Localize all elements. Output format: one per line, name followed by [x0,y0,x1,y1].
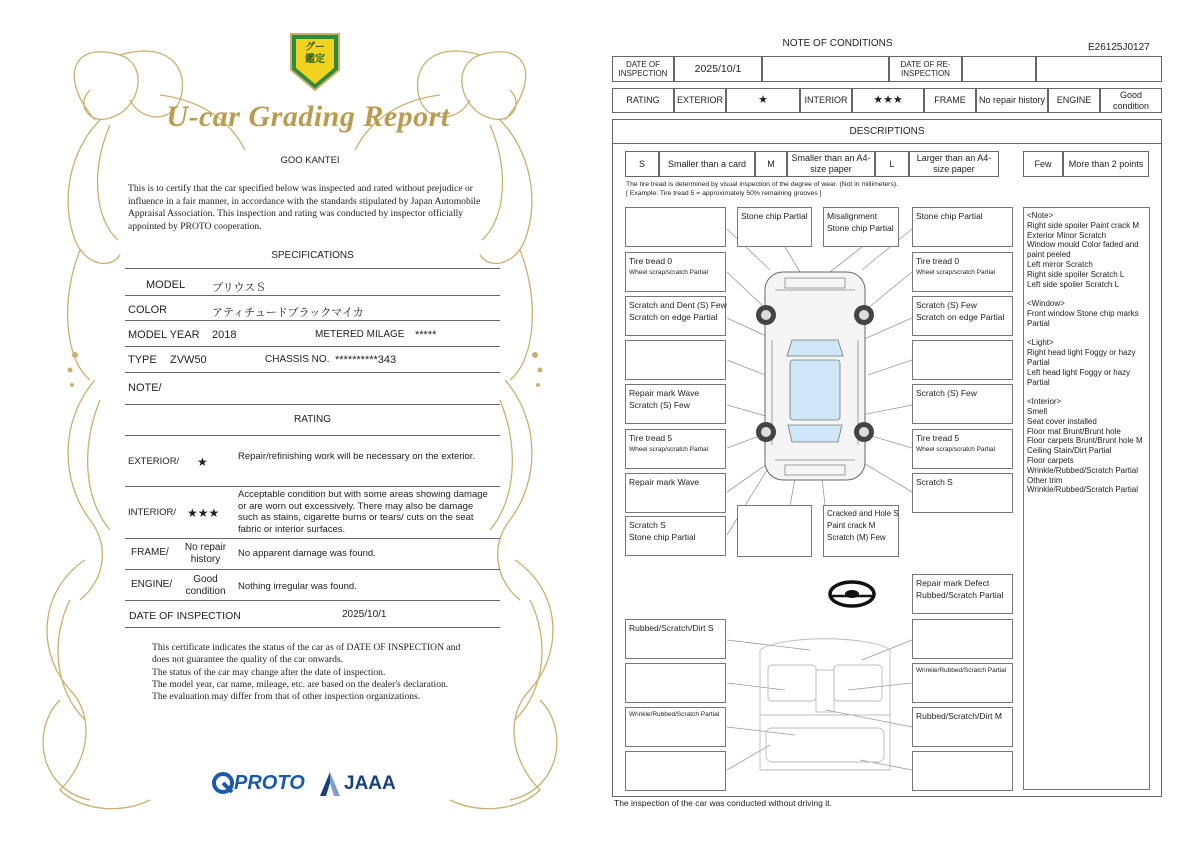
annotation-box [737,505,812,557]
annotation-sub: Wheel scrap/scratch Partial [629,269,709,276]
divider [125,486,500,487]
annotation-box [912,619,1013,659]
goo-kantei-badge [287,30,343,92]
size-l-label: L [875,151,909,177]
type-value: ZVW50 [170,354,207,366]
divider [125,295,500,296]
date-of-inspection-value: 2025/10/1 [674,56,762,82]
certificate-intro: This is to certify that the car specified below was inspected and rated without prejudice or influence in a fair manner, in accordance with the standards stipulated by Japan Automobile Appraisal Association. This inspection and rating was conducted by inspector officially appointed by PROTO cooperation. [128,183,481,232]
annotation-box: Rubbed/Scratch/Dirt S [625,619,726,659]
engine-label: ENGINE/ [131,579,173,590]
divider [125,600,500,601]
mileage-value: ***** [415,329,437,341]
size-s-description: Smaller than a card [659,151,755,177]
annotation-box: Scratch S Stone chip Partial [625,516,726,556]
annotation-main: Tire tread 0 [916,256,960,266]
annotation-box: Scratch (S) Few [912,384,1013,424]
engine-label: ENGINE [1048,88,1100,113]
specifications-heading: SPECIFICATIONS [271,250,354,261]
annotation-box: Misalignment Stone chip Partial [823,207,899,247]
model-label: MODEL [146,279,186,291]
annotation-box [625,751,726,791]
rating-label: RATING [612,88,674,113]
annotation-box [625,663,726,703]
chassis-value: **********343 [335,354,397,366]
jaaa-logo [318,770,398,798]
annotation-sub: Wheel scrap/scratch Partial [629,446,709,453]
divider [125,372,500,373]
document-id: E26125J0127 [1088,42,1150,53]
divider [125,404,500,405]
sheet-title: NOTE OF CONDITIONS [782,38,893,49]
color-label: COLOR [128,304,168,316]
interior-value: ★★★ [852,88,924,113]
jaaa-mark-icon [318,771,342,797]
model-year-value: 2018 [212,329,237,341]
annotation-box [912,429,1013,469]
exterior-value: ★ [726,88,800,113]
interior-description: Acceptable condition but with some areas showing damage or are worn out excessively. There may also be damage such as stains, cigarette burns or tears/ cuts on the seat fabric or interior surfaces. [238,489,488,535]
annotation-box [625,429,726,469]
descriptions-heading: DESCRIPTIONS [612,119,1162,144]
date-of-inspection-label: DATE OF INSPECTION [612,56,674,82]
exterior-label: EXTERIOR [674,88,726,113]
annotation-box: Stone chip Partial [737,207,812,247]
annotation-box: Scratch (S) Few Scratch on edge Partial [912,296,1013,336]
exterior-description: Repair/refinishing work will be necessary on the exterior. [238,451,476,462]
certificate-subtitle: GOO KANTEI [280,155,340,166]
date-of-inspection-label: DATE OF INSPECTION [129,610,241,622]
date-of-inspection-value: 2025/10/1 [342,609,387,620]
annotation-box: Scratch S [912,473,1013,513]
mileage-label: METERED MILAGE [315,329,405,340]
annotation-main: Tire tread 0 [629,256,673,266]
engine-value: Good condition [1100,88,1162,113]
frame-label: FRAME [924,88,976,113]
model-year-label: MODEL YEAR [128,329,200,341]
divider [125,435,500,436]
annotation-main: Tire tread 5 [629,433,673,443]
jaaa-logo-text: JAAA [344,773,396,794]
chassis-label: CHASSIS NO. [265,354,330,365]
annotation-box [912,340,1013,380]
annotation-box: Wrinkle/Rubbed/Scratch Partial [625,707,726,747]
annotation-box [625,252,726,292]
note-label: NOTE/ [128,382,162,394]
exterior-stars: ★ [197,455,208,469]
annotation-box [625,340,726,380]
annotation-box [625,207,726,247]
certificate-title: U-car Grading Report [166,100,450,133]
color-value: アティチュードブラックマイカ [212,307,364,319]
size-s-label: S [625,151,659,177]
type-label: TYPE [128,354,157,366]
divider [125,320,500,321]
size-m-label: M [755,151,787,177]
annotation-box [912,751,1013,791]
annotation-box: Scratch and Dent (S) Few Scratch on edge Partial [625,296,726,336]
divider [125,268,500,269]
interior-diagram [760,639,890,770]
divider [125,346,500,347]
tire-tread-note: The tire tread is determined by visual inspection of the degree of wear. (Not in millimeters). [ Example: Tire tread 5 = approximately 50% remaining grooves ] [626,181,898,197]
annotation-sub: Wheel scrap/scratch Partial [916,269,996,276]
badge-text: グー 鑑定 [305,42,325,65]
proto-logo [212,770,312,798]
annotation-box: Repair mark Wave [625,473,726,513]
few-label: Few [1023,151,1063,177]
divider [125,627,500,628]
annotation-main: Tire tread 5 [916,433,960,443]
proto-logo-text: PROTO [234,772,305,794]
annotation-box: Repair mark Wave Scratch (S) Few [625,384,726,424]
inspection-footer-note: The inspection of the car was conducted without driving it. [614,798,832,808]
few-description: More than 2 points [1063,151,1149,177]
engine-description: Nothing irregular was found. [238,581,357,592]
frame-label: FRAME/ [131,547,169,558]
reinspection-label: DATE OF RE-INSPECTION [889,56,962,82]
size-m-description: Smaller than an A4-size paper [787,151,875,177]
annotation-box: Rubbed/Scratch/Dirt M [912,707,1013,747]
rating-heading: RATING [293,414,332,425]
certificate-footer: This certificate indicates the status of the car as of DATE OF INSPECTION and does not guarantee the quality of the car onwards. The status of the car may change after the date of inspection. The model year, car name, mileage, etc. are based on the dealer's declaration. The evaluation may differ from that of other inspection organizations. [152,642,461,703]
annotation-box: Repair mark Defect Rubbed/Scratch Partial [912,574,1013,614]
divider [125,569,500,570]
note-of-conditions-sheet [600,0,1200,848]
notes-list: <Note> Right side spoiler Paint crack M Exterior Minor Scratch Window mould Color faded and paint peeled Left mirror Scratch Right side spoiler Scratch L Left side spoiler Scratch L <Window> Front window Stone chip marks Partial <Light> Right head light Foggy or hazy Partial Left head light Foggy or hazy Partial <Interior> Smell Seat cover installed Floor mat Brunt/Brunt hole Floor carpets Brunt/Brunt hole M Ceiling Stain/Dirt Partial Floor carpets Wrinkle/Rubbed/Scratch Partial Other trim Wrinkle/Rubbed/Scratch Partial [1023,207,1150,790]
interior-label: INTERIOR [800,88,852,113]
annotation-box [912,252,1013,292]
frame-value: No repair history [184,542,227,565]
annotation-sub: Wheel scrap/scratch Partial [916,446,996,453]
size-l-description: Larger than an A4-size paper [909,151,999,177]
model-value: プリウスＳ [212,282,267,294]
interior-stars: ★★★ [187,506,220,520]
steering-wheel-icon [830,582,874,606]
interior-label: INTERIOR/ [128,507,177,518]
annotation-box: Wrinkle/Rubbed/Scratch Partial [912,663,1013,703]
divider [125,538,500,539]
frame-value: No repair history [976,88,1048,113]
annotation-box: Stone chip Partial [912,207,1013,247]
engine-value: Good condition [185,574,226,597]
proto-mark-icon [212,772,234,794]
exterior-label: EXTERIOR/ [128,456,180,467]
frame-description: No apparent damage was found. [238,548,376,559]
annotation-box: Cracked and Hole S Paint crack M Scratch (M) Few [823,505,899,557]
